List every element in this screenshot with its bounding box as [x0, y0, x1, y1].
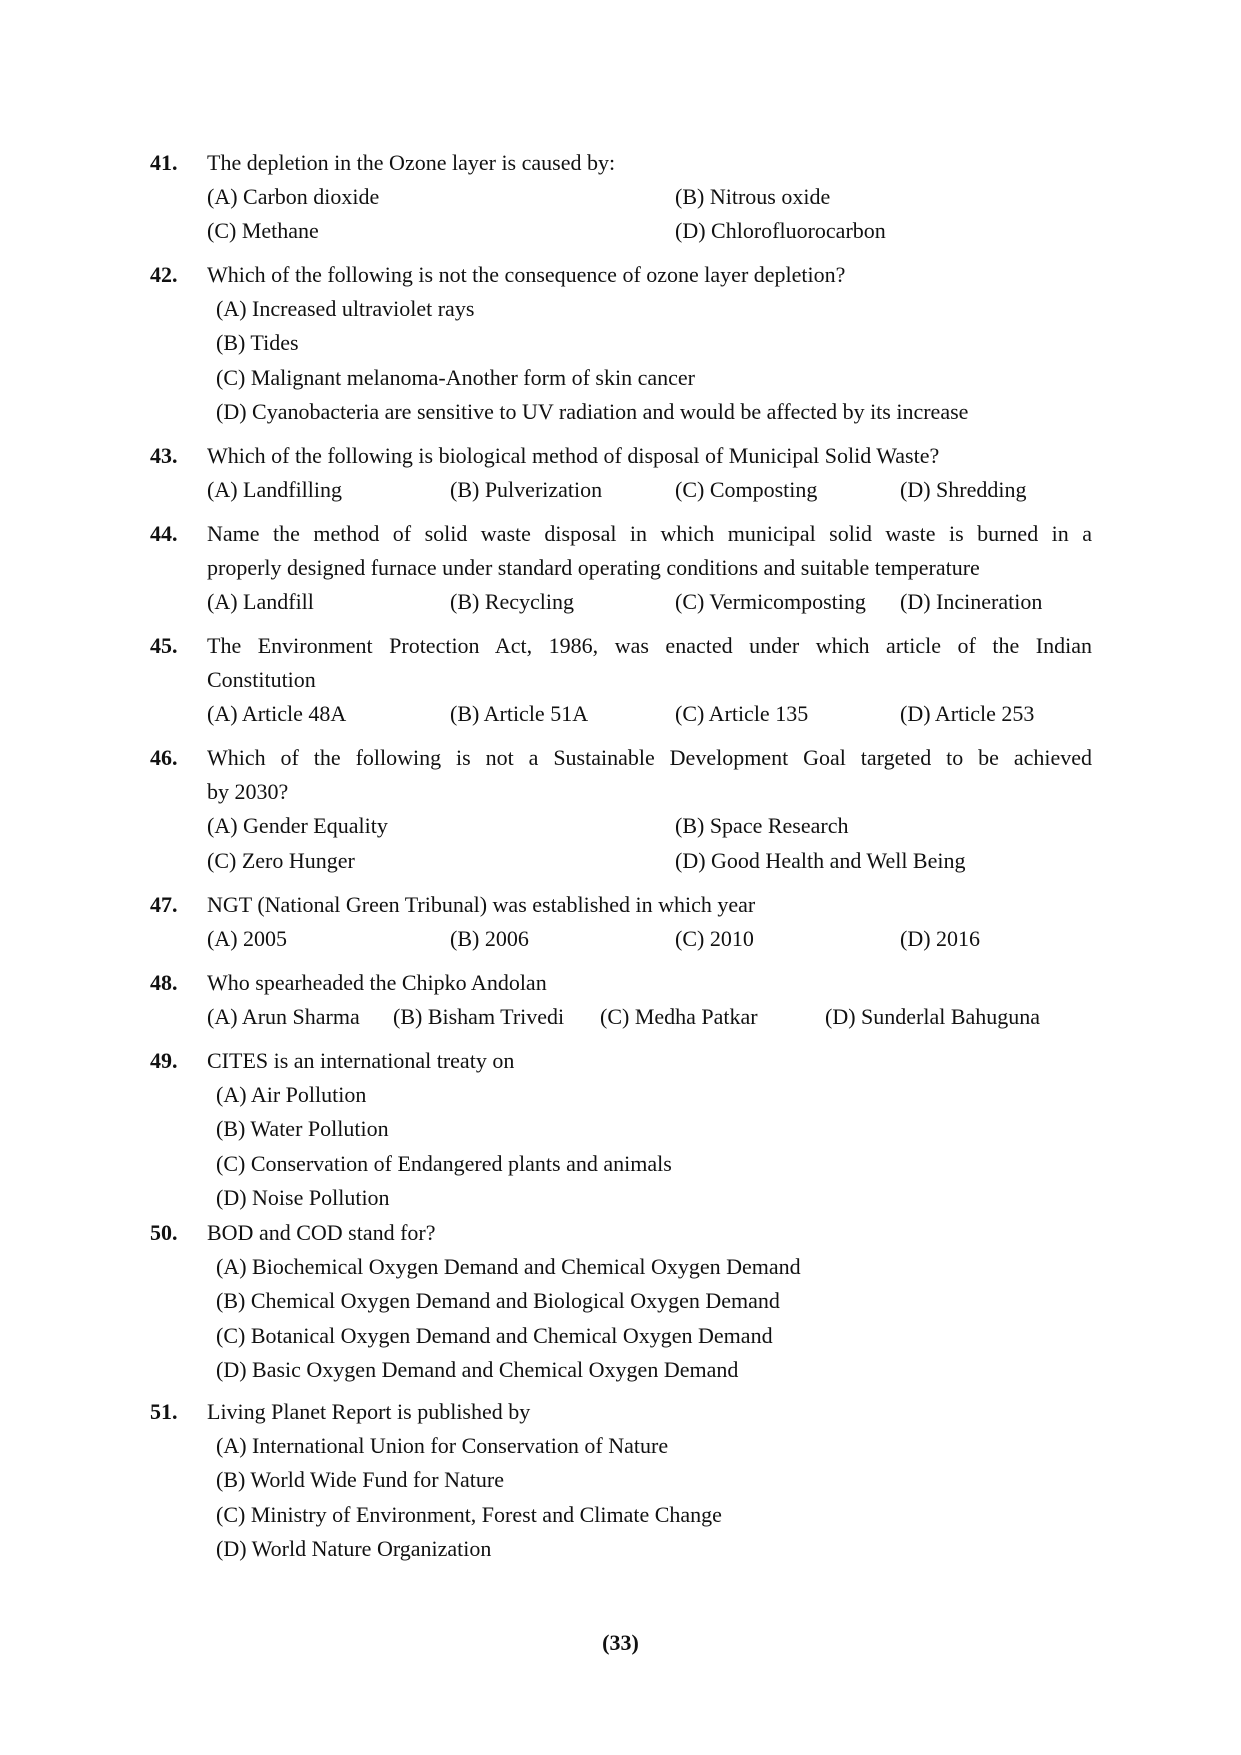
question-text: NGT (National Green Tribunal) was established in which year [207, 892, 756, 917]
option-b: (B) 2006 [450, 926, 529, 951]
question-text-line-1: The Environment Protection Act, 1986, was enacted under which article of the Indian [207, 633, 1092, 658]
option-b: (B) Chemical Oxygen Demand and Biological Oxygen Demand [216, 1288, 780, 1313]
question-text: The depletion in the Ozone layer is caused by: [207, 150, 616, 175]
option-c: (C) Botanical Oxygen Demand and Chemical Oxygen Demand [216, 1323, 773, 1348]
question-text: Who spearheaded the Chipko Andolan [207, 970, 547, 995]
option-c: (C) Methane [207, 218, 319, 243]
option-a: (A) Article 48A [207, 701, 347, 726]
question-number: 49. [150, 1048, 178, 1073]
question-text: BOD and COD stand for? [207, 1220, 436, 1245]
option-d: (D) Basic Oxygen Demand and Chemical Oxygen Demand [216, 1357, 739, 1382]
question-text: Which of the following is biological method of disposal of Municipal Solid Waste? [207, 443, 940, 468]
question-text: CITES is an international treaty on [207, 1048, 515, 1073]
question-number: 51. [150, 1399, 178, 1424]
option-a: (A) Landfilling [207, 477, 343, 502]
option-a: (A) International Union for Conservation of Nature [216, 1433, 669, 1458]
option-a: (A) Arun Sharma [207, 1004, 360, 1029]
option-c: (C) Composting [675, 477, 818, 502]
question-text-line-2: by 2030? [207, 779, 289, 804]
question-number: 48. [150, 970, 178, 995]
option-c: (C) Vermicomposting [675, 589, 866, 614]
option-b: (B) Water Pollution [216, 1116, 389, 1141]
option-b: (B) World Wide Fund for Nature [216, 1467, 504, 1492]
option-b: (B) Pulverization [450, 477, 603, 502]
question-number: 47. [150, 892, 178, 917]
option-b: (B) Space Research [675, 813, 849, 838]
option-b: (B) Bisham Trivedi [393, 1004, 565, 1029]
option-c: (C) Article 135 [675, 701, 809, 726]
option-c: (C) Conservation of Endangered plants and animals [216, 1151, 672, 1176]
option-d: (D) Incineration [900, 589, 1043, 614]
option-b: (B) Nitrous oxide [675, 184, 831, 209]
option-a: (A) Landfill [207, 589, 314, 614]
option-c: (C) Zero Hunger [207, 848, 355, 873]
option-c: (C) 2010 [675, 926, 754, 951]
option-a: (A) Carbon dioxide [207, 184, 380, 209]
option-d: (D) Sunderlal Bahuguna [825, 1004, 1041, 1029]
question-text: Living Planet Report is published by [207, 1399, 531, 1424]
option-a: (A) Biochemical Oxygen Demand and Chemical Oxygen Demand [216, 1254, 801, 1279]
question-number: 44. [150, 521, 178, 546]
question-number: 42. [150, 262, 178, 287]
option-d: (D) Cyanobacteria are sensitive to UV radiation and would be affected by its increase [216, 399, 969, 424]
question-number: 46. [150, 745, 178, 770]
question-text-line-1: Name the method of solid waste disposal in which municipal solid waste is burned in a [207, 521, 1092, 546]
option-b: (B) Tides [216, 330, 299, 355]
option-b: (B) Article 51A [450, 701, 589, 726]
option-a: (A) Increased ultraviolet rays [216, 296, 475, 321]
question-number: 45. [150, 633, 178, 658]
option-b: (B) Recycling [450, 589, 575, 614]
option-d: (D) Noise Pollution [216, 1185, 390, 1210]
page-number: (33) [602, 1630, 639, 1655]
option-d: (D) Good Health and Well Being [675, 848, 966, 873]
option-d: (D) Article 253 [900, 701, 1035, 726]
option-a: (A) Air Pollution [216, 1082, 367, 1107]
option-d: (D) World Nature Organization [216, 1536, 492, 1561]
question-text: Which of the following is not the consequence of ozone layer depletion? [207, 262, 846, 287]
option-a: (A) 2005 [207, 926, 288, 951]
question-number: 50. [150, 1220, 178, 1245]
option-c: (C) Ministry of Environment, Forest and Climate Change [216, 1502, 722, 1527]
option-c: (C) Malignant melanoma-Another form of skin cancer [216, 365, 695, 390]
question-text-line-2: properly designed furnace under standard operating conditions and suitable temperature [207, 555, 980, 580]
option-d: (D) Chlorofluorocarbon [675, 218, 886, 243]
option-c: (C) Medha Patkar [600, 1004, 758, 1029]
option-a: (A) Gender Equality [207, 813, 388, 838]
question-number: 43. [150, 443, 178, 468]
question-text-line-2: Constitution [207, 667, 316, 692]
question-number: 41. [150, 150, 178, 175]
option-d: (D) Shredding [900, 477, 1027, 502]
option-d: (D) 2016 [900, 926, 981, 951]
question-text-line-1: Which of the following is not a Sustainable Development Goal targeted to be achieved [207, 745, 1092, 770]
